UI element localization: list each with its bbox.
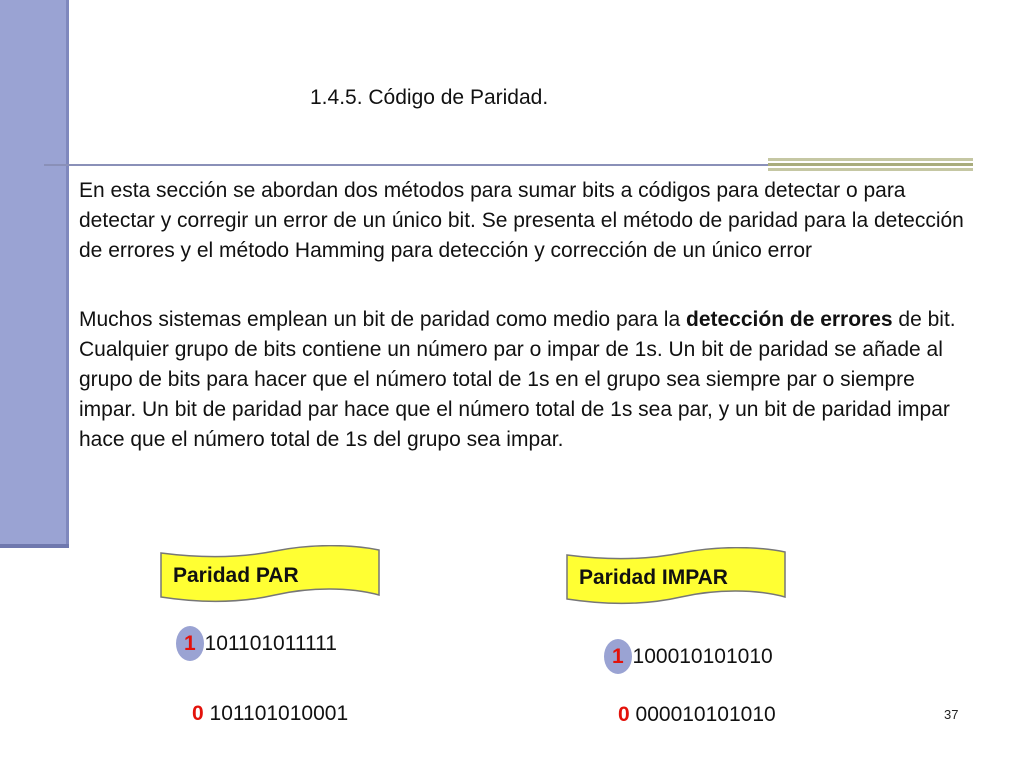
parity-bit: 1 — [609, 645, 627, 669]
side-bar-bottom-edge — [0, 544, 69, 548]
odd-example-1 — [609, 645, 773, 669]
title-rule-accent — [768, 158, 973, 178]
parity-bit: 1 — [181, 632, 199, 656]
parity-bit: 0 — [192, 702, 204, 725]
parity-paragraph — [79, 305, 969, 455]
even-parity-banner — [160, 545, 385, 607]
data-bits: 101101010001 — [209, 702, 349, 725]
parity-paragraph-bold-term: detección de errores — [686, 308, 893, 331]
even-example-1 — [181, 632, 337, 656]
odd-parity-label: Paridad IMPAR — [579, 566, 728, 589]
odd-parity-banner — [566, 547, 791, 609]
data-bits: 101101011111 — [204, 632, 337, 655]
even-parity-label: Paridad PAR — [173, 564, 299, 587]
side-bar-shadow — [66, 0, 69, 547]
parity-bit: 0 — [618, 703, 630, 726]
page-number: 37 — [944, 707, 959, 722]
intro-paragraph: En esta sección se abordan dos métodos para sumar bits a códigos para detectar o para detectar y corregir un error de un único bit. Se presenta el método de paridad para la detección de errores y el método Hamming para detección y corrección de un único error — [79, 179, 964, 262]
parity-paragraph-text-start: Muchos sistemas emplean un bit de paridad como medio para la — [79, 308, 686, 331]
even-example-2 — [192, 702, 348, 726]
slide-title: 1.4.5. Código de Paridad. — [310, 86, 549, 109]
data-bits: 000010101010 — [635, 703, 776, 726]
odd-example-2 — [618, 703, 776, 727]
side-bar-decoration — [0, 0, 66, 547]
data-bits: 100010101010 — [632, 645, 773, 668]
parity-paragraph-text-end: de bit. Cualquier grupo de bits contiene un número par o impar de 1s. Un bit de paridad se añade al grupo de bits para hacer que el número total de 1s en el grupo sea siempre par o siempre impar. Un bit de paridad par hace que el número total de 1s sea par, y un bit de paridad impar hace que el número total de 1s del grupo sea impar. — [79, 308, 956, 451]
title-rule-line — [44, 164, 768, 166]
